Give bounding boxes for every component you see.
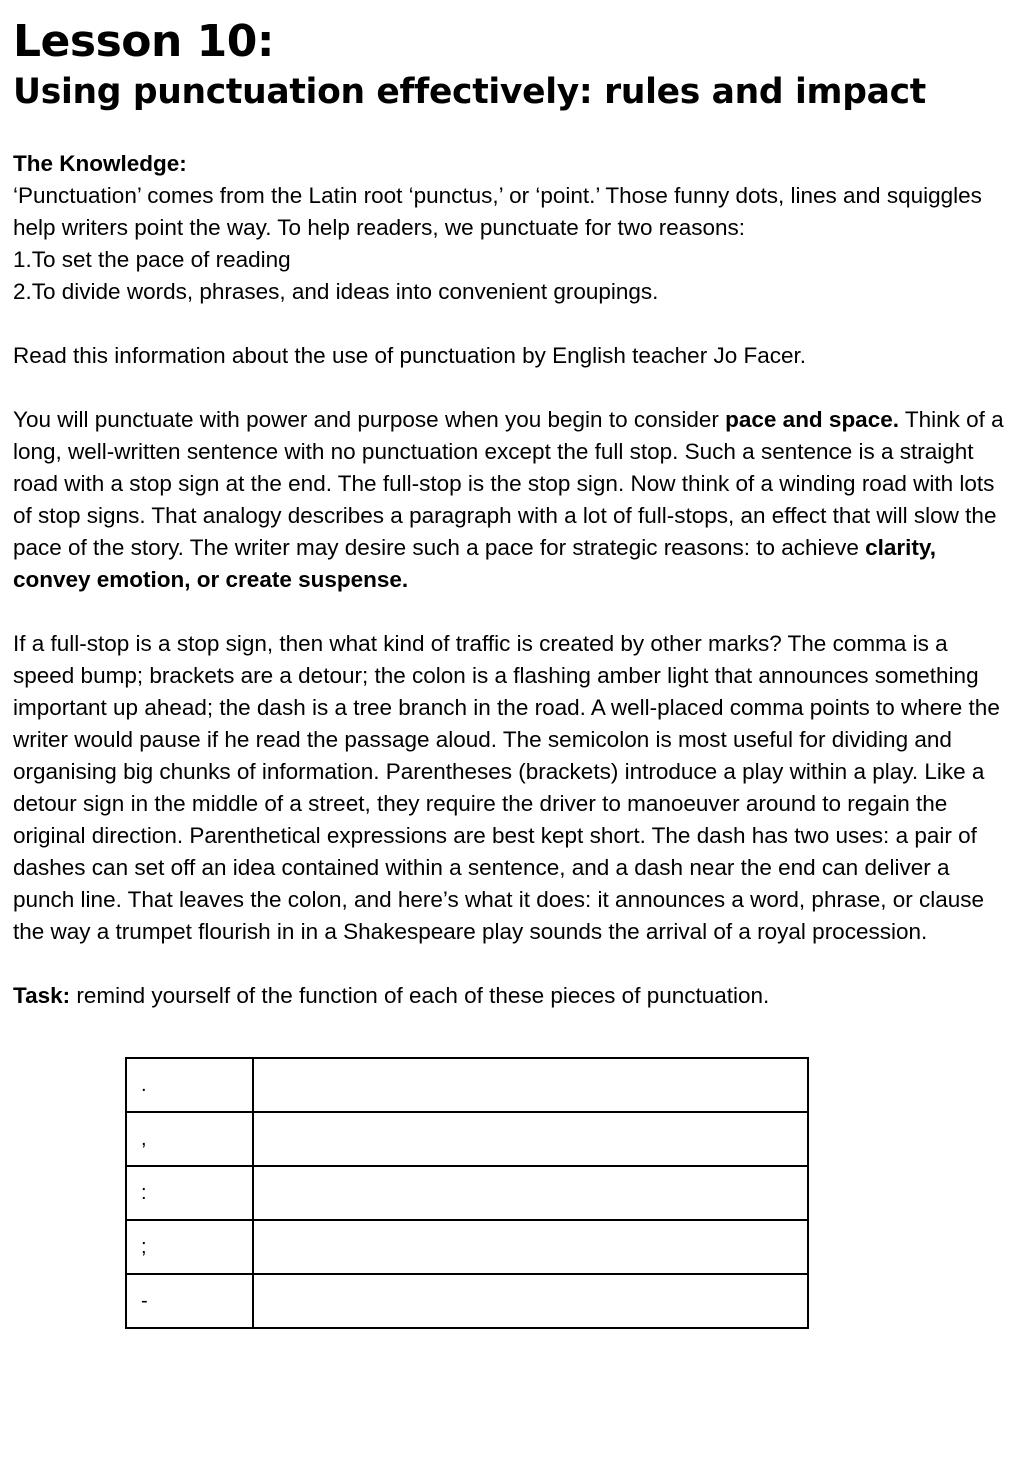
reason-item: 1.To set the pace of reading [13,247,291,272]
function-answer-cell[interactable] [253,1166,808,1220]
paragraph-traffic-analogy: If a full-stop is a stop sign, then what kind of traffic is created by other marks? The comma is a speed bump; brackets are a detour; the colon is a flashing amber light that announces something important up ahead; the dash is a tree branch in the road. A well-placed comma points to where the writer would pause if he read the passage aloud. The semicolon is most useful for dividing and organising big chunks of information. Parentheses (brackets) introduce a play within a play. Like a detour sign in the middle of a street, they require the driver to manoeuver around to regain the original direction. Parenthetical expressions are best kept short. The dash has two uses: a pair of dashes can set off an idea contained within a sentence, and a dash near the end can deliver a punch line. That leaves the colon, and here’s what it does: it announces a word, phrase, or clause the way a trumpet flourish in in a Shakespeare play sounds the arrival of a royal procession. [13,631,1000,944]
table-row [126,1112,808,1166]
table-row [126,1166,808,1220]
table-row [126,1220,808,1274]
function-answer-cell[interactable] [253,1058,808,1112]
reason-item: 2.To divide words, phrases, and ideas into convenient groupings. [13,279,659,304]
punctuation-mark-cell: - [126,1274,253,1328]
knowledge-heading: The Knowledge: [13,151,187,176]
punctuation-mark-cell: : [126,1166,253,1220]
table-row [126,1274,808,1328]
punctuation-mark-cell: , [126,1112,253,1166]
punctuation-mark-cell: ; [126,1220,253,1274]
knowledge-intro: ‘Punctuation’ comes from the Latin root ‘punctus,’ or ‘point.’ Those funny dots, lines and squiggles help writers point the way. To help readers, we punctuate for two reasons: [13,183,982,240]
function-answer-cell[interactable] [253,1220,808,1274]
punctuation-function-table [125,1057,809,1329]
punctuation-mark-cell: . [126,1058,253,1112]
task-instruction: Task: remind yourself of the function of each of these pieces of punctuation. [13,983,770,1008]
read-prompt: Read this information about the use of punctuation by English teacher Jo Facer. [13,343,806,368]
paragraph-pace-and-space: You will punctuate with power and purpose when you begin to consider pace and space. Think of a long, well-written sentence with no punctuation except the full stop. Such a sentence is a straight road with a stop sign at the end. The full-stop is the stop sign. Now think of a winding road with lots of stop signs. That analogy describes a paragraph with a lot of full-stops, an effect that will slow the pace of the story. The writer may desire such a pace for strategic reasons: to achieve clarity, convey emotion, or create suspense. [13,407,1004,592]
function-answer-cell[interactable] [253,1274,808,1328]
lesson-title: Lesson 10: [13,16,274,67]
table-row [126,1058,808,1112]
worksheet-page [13,14,1013,1012]
lesson-subtitle: Using punctuation effectively: rules and impact [13,72,926,112]
function-answer-cell[interactable] [253,1112,808,1166]
